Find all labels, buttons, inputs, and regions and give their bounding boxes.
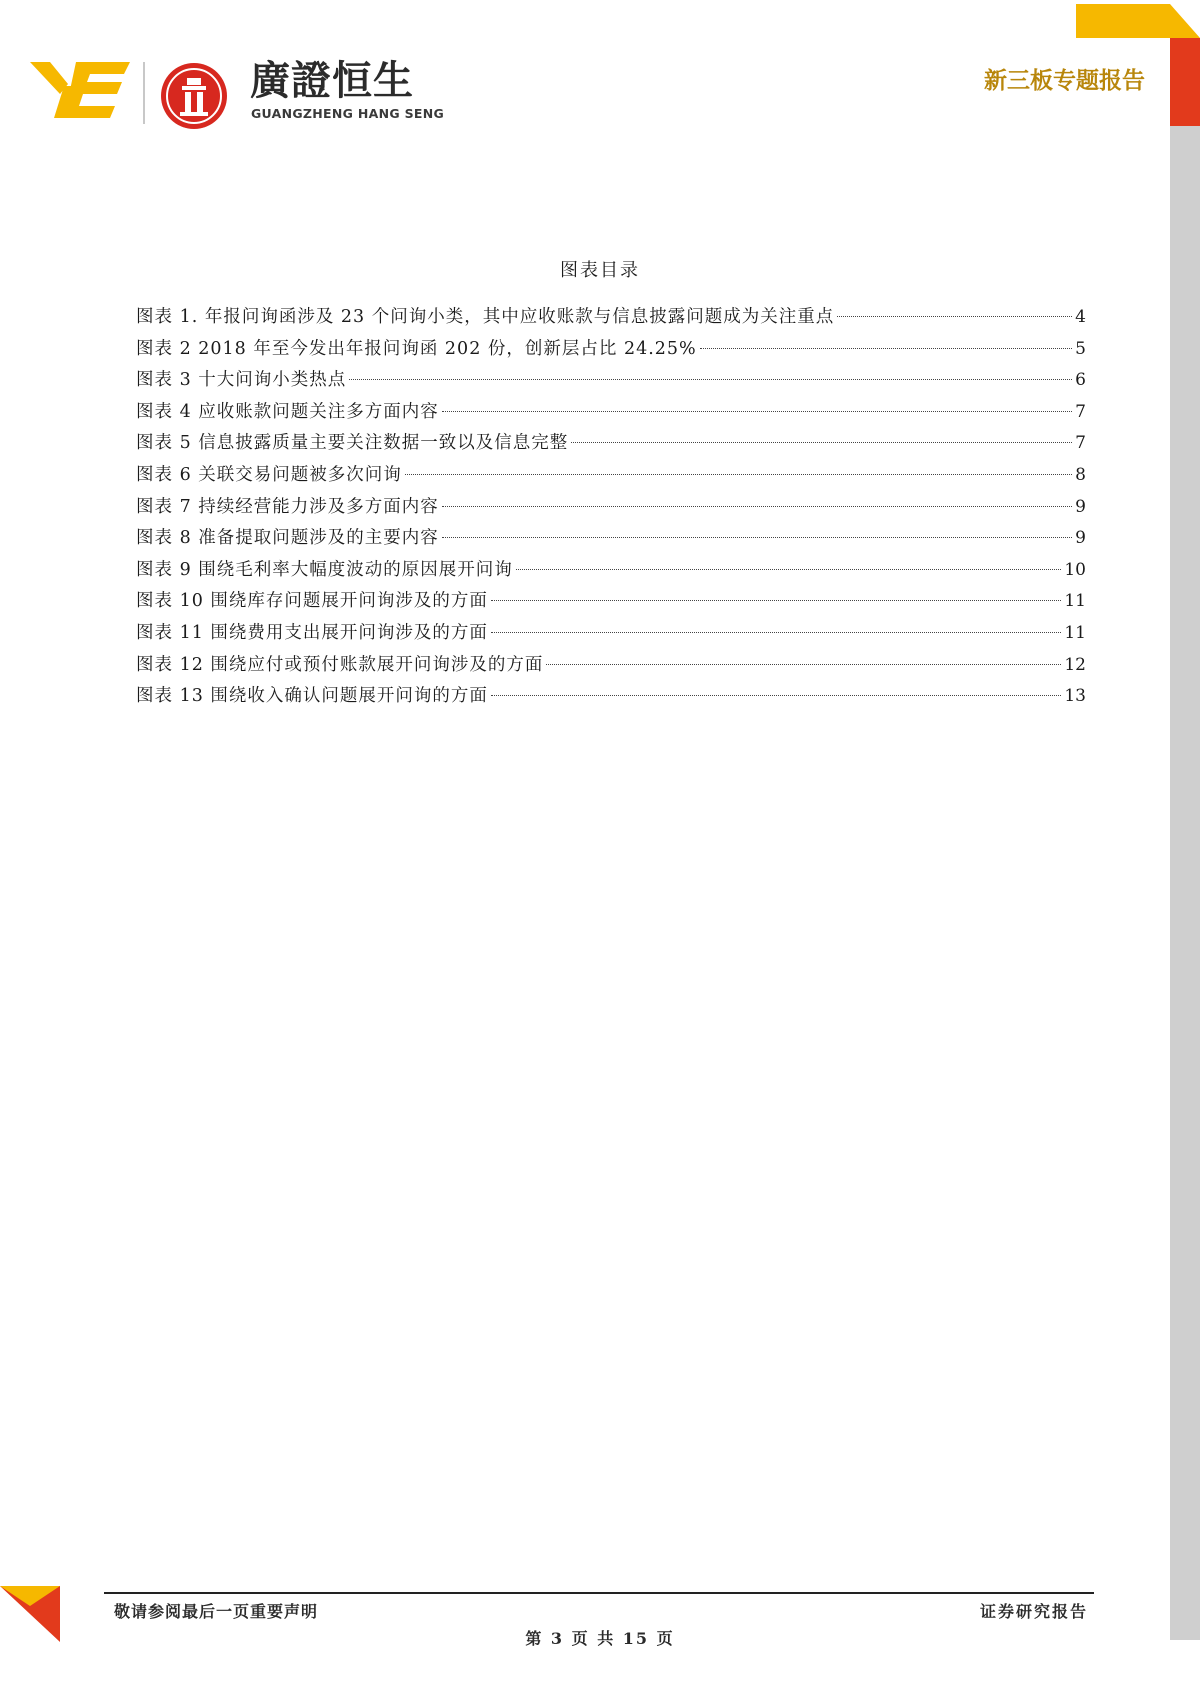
toc-entry-label: 图表 1. 年报问询函涉及 23 个问询小类，其中应收账款与信息披露问题成为关注重点 — [136, 307, 835, 327]
toc-entry-label: 图表 13 围绕收入确认问题展开问询的方面 — [136, 686, 488, 707]
toc-leader-dots — [837, 316, 1072, 317]
side-bar-gray — [1170, 126, 1200, 1640]
report-type: 新三板专题报告 — [984, 68, 1145, 94]
toc-entry-page: 5 — [1075, 338, 1086, 359]
toc-leader-dots — [442, 411, 1072, 412]
toc-entry-label: 图表 11 围绕费用支出展开问询涉及的方面 — [136, 622, 488, 643]
toc-list — [136, 302, 1086, 713]
toc-entry-page: 11 — [1064, 622, 1086, 643]
toc-entry[interactable] — [136, 460, 1086, 492]
ye-logo-icon — [30, 62, 130, 118]
guangzheng-seal-icon — [160, 62, 228, 130]
logo-divider — [143, 62, 145, 124]
toc-leader-dots — [516, 569, 1062, 570]
toc-leader-dots — [349, 379, 1072, 380]
toc-leader-dots — [442, 506, 1072, 507]
toc-entry-page: 7 — [1075, 401, 1086, 422]
toc-entry-label: 图表 10 围绕库存问题展开问询涉及的方面 — [136, 591, 488, 612]
toc-entry[interactable] — [136, 586, 1086, 618]
toc-entry-page: 11 — [1064, 591, 1086, 612]
toc-entry-page: 13 — [1064, 686, 1086, 707]
brand-name-en: GUANGZHENG HANG SENG — [251, 106, 445, 121]
toc-entry-page: 10 — [1064, 559, 1086, 580]
toc-entry[interactable] — [136, 618, 1086, 650]
toc-entry-page: 4 — [1075, 307, 1086, 327]
toc-entry[interactable] — [136, 492, 1086, 524]
toc-entry-label: 图表 9 围绕毛利率大幅度波动的原因展开问询 — [136, 559, 513, 580]
toc-leader-dots — [491, 695, 1061, 696]
toc-entry-label: 图表 3 十大问询小类热点 — [136, 370, 347, 391]
toc-entry-label: 图表 5 信息披露质量主要关注数据一致以及信息完整 — [136, 433, 569, 454]
toc-entry-page: 9 — [1075, 496, 1086, 517]
toc-entry-label: 图表 12 围绕应付或预付账款展开问询涉及的方面 — [136, 654, 544, 675]
toc-leader-dots — [442, 537, 1072, 538]
toc-entry-label: 图表 4 应收账款问题关注多方面内容 — [136, 401, 439, 422]
toc-entry-label: 图表 8 准备提取问题涉及的主要内容 — [136, 528, 439, 549]
toc-entry[interactable] — [136, 650, 1086, 682]
toc-leader-dots — [491, 632, 1061, 633]
toc-entry-page: 8 — [1075, 464, 1086, 485]
toc-entry[interactable] — [136, 334, 1086, 366]
toc-entry[interactable] — [136, 523, 1086, 555]
toc-entry[interactable] — [136, 681, 1086, 713]
toc-entry-page: 6 — [1075, 370, 1086, 391]
toc-entry-label: 图表 7 持续经营能力涉及多方面内容 — [136, 496, 439, 517]
toc-entry-page: 7 — [1075, 433, 1086, 454]
toc-entry[interactable] — [136, 555, 1086, 587]
toc-title: 图表目录 — [560, 260, 640, 281]
toc-entry[interactable] — [136, 397, 1086, 429]
toc-leader-dots — [546, 664, 1061, 665]
toc-entry-label: 图表 6 关联交易问题被多次问询 — [136, 464, 402, 485]
toc-entry[interactable] — [136, 302, 1086, 334]
side-bar-red — [1170, 38, 1200, 126]
page-indicator: 第 3 页 共 15 页 — [525, 1629, 675, 1648]
footer-rule — [104, 1592, 1094, 1594]
toc-leader-dots — [405, 474, 1072, 475]
brand-name-cn: 廣證恒生 — [250, 58, 414, 104]
toc-entry[interactable] — [136, 428, 1086, 460]
corner-accent-yellow — [1076, 4, 1200, 38]
footer-doc-type: 证券研究报告 — [979, 1602, 1088, 1621]
toc-entry-label: 图表 2 2018 年至今发出年报问询函 202 份，创新层占比 24.25% — [136, 338, 697, 359]
toc-leader-dots — [491, 600, 1061, 601]
toc-entry-page: 9 — [1075, 528, 1086, 549]
toc-leader-dots — [700, 348, 1072, 349]
toc-entry-page: 12 — [1064, 654, 1086, 675]
toc-leader-dots — [571, 442, 1072, 443]
toc-entry[interactable] — [136, 365, 1086, 397]
footer-disclaimer: 敬请参阅最后一页重要声明 — [114, 1602, 319, 1621]
